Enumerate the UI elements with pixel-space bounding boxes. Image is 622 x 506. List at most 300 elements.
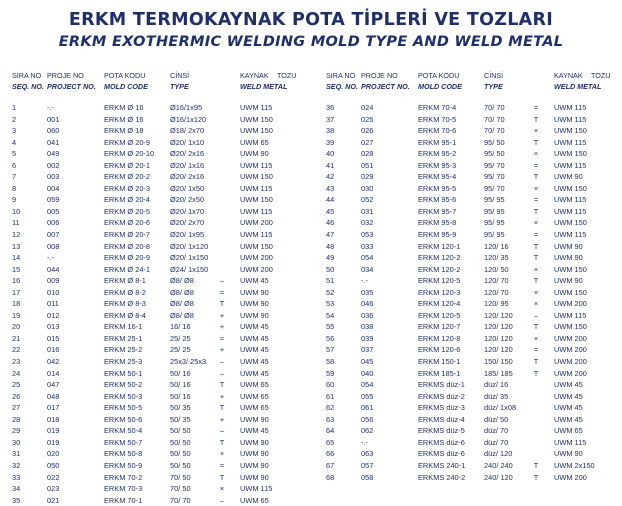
- seq-no-cell: 4: [12, 137, 17, 147]
- connection-symbol-cell: ×: [533, 218, 539, 228]
- type-cell: 240/ 120: [484, 472, 513, 482]
- weld-metal-cell: UWM 90: [240, 414, 269, 424]
- table-row: [326, 460, 622, 472]
- seq-no-cell: 34: [12, 484, 21, 494]
- seq-no-cell: 23: [12, 357, 21, 367]
- connection-symbol-cell: ×: [533, 287, 539, 297]
- project-no-cell: 022: [47, 472, 60, 482]
- seq-no-cell: 57: [326, 345, 335, 355]
- weld-metal-cell: UWM 45: [554, 380, 583, 390]
- type-cell: 70/ 70: [484, 103, 505, 112]
- seq-no-cell: 2: [12, 114, 17, 124]
- table-row: [326, 379, 622, 391]
- type-cell: 95/ 70: [484, 160, 505, 170]
- mold-code-cell: ERKM 150-1: [418, 357, 461, 367]
- connection-symbol-cell: =: [533, 160, 539, 170]
- weld-metal-cell: UWM 115: [554, 206, 587, 216]
- table-header: [12, 70, 312, 102]
- project-no-cell: 008: [47, 241, 60, 251]
- weld-metal-cell: UWM 150: [554, 149, 587, 159]
- mold-code-cell: ERKM 50-9: [104, 460, 143, 470]
- table-row: [326, 368, 622, 380]
- mold-code-cell: ERKM 120-5: [418, 310, 461, 320]
- mold-code-cell: ERKM Ø 20-4: [104, 195, 151, 205]
- mold-code-cell: ERKMS düz-1: [418, 380, 465, 390]
- mold-code-cell: ERKM 95-3: [418, 160, 457, 170]
- connection-symbol-cell: ×: [219, 449, 225, 459]
- project-no-cell: 018: [47, 414, 60, 424]
- mold-code-cell: ERKM Ø 20-2: [104, 172, 151, 182]
- type-cell: düz/ 35: [484, 391, 509, 401]
- project-no-cell: -.-: [47, 253, 54, 263]
- type-cell: 25x3/ 25x3: [170, 357, 207, 367]
- weld-metal-cell: UWM 45: [240, 345, 269, 355]
- connection-symbol-cell: T: [533, 172, 539, 182]
- mold-code-cell: ERKM 185-1: [418, 368, 461, 378]
- type-cell: 240/ 240: [484, 460, 513, 470]
- type-cell: Ø20/ 2x50: [170, 195, 205, 205]
- project-no-cell: 045: [361, 357, 374, 367]
- type-cell: Ø20/ 1x150: [170, 253, 209, 263]
- seq-no-cell: 55: [326, 322, 335, 332]
- mold-code-cell: ERKM 120-3: [418, 287, 461, 297]
- mold-code-cell: ERKM 70-3: [104, 484, 143, 494]
- connection-symbol-cell: ×: [533, 333, 539, 343]
- project-no-cell: 056: [361, 414, 374, 424]
- weld-metal-cell: UWM 90: [240, 472, 269, 482]
- table-row: [12, 356, 312, 368]
- mold-code-cell: ERKM 95-8: [418, 218, 457, 228]
- weld-metal-cell: UWM 200: [240, 264, 273, 274]
- project-no-cell: 051: [361, 160, 374, 170]
- seq-no-cell: 35: [12, 495, 21, 505]
- type-cell: 70/ 70: [170, 495, 191, 505]
- project-no-cell: 023: [47, 484, 60, 494]
- table-row: [12, 252, 312, 264]
- weld-metal-cell: UWM 45: [554, 403, 583, 413]
- connection-symbol-cell: =: [219, 333, 225, 343]
- seq-no-cell: 42: [326, 172, 335, 182]
- weld-metal-cell: UWM 115: [554, 103, 587, 112]
- type-cell: Ø20/ 2x16: [170, 149, 205, 159]
- seq-no-cell: 62: [326, 403, 335, 413]
- project-no-cell: 007: [47, 230, 60, 240]
- project-no-cell: 030: [361, 183, 374, 193]
- table-row: [326, 194, 622, 206]
- table-row: [326, 448, 622, 460]
- project-no-cell: 035: [361, 287, 374, 297]
- table-row: [326, 160, 622, 172]
- table-row: [12, 448, 312, 460]
- mold-code-cell: ERKMS düz-3: [418, 403, 465, 413]
- project-no-cell: 058: [361, 472, 374, 482]
- table-row: [326, 414, 622, 426]
- table-row: [326, 183, 622, 195]
- connection-symbol-cell: +: [219, 345, 225, 355]
- type-cell: 120/ 95: [484, 299, 509, 309]
- project-no-cell: 020: [47, 449, 60, 459]
- table-row: [326, 275, 622, 287]
- weld-metal-cell: UWM 2x150: [554, 460, 595, 470]
- table-row: [326, 125, 622, 137]
- type-cell: 25/ 25: [170, 333, 191, 343]
- connection-symbol-cell: +: [219, 414, 225, 424]
- mold-code-cell: ERKM 50-6: [104, 414, 143, 424]
- mold-code-cell: ERKM Ø 20-9: [104, 253, 151, 263]
- table-row: [326, 102, 622, 114]
- table-row: [12, 472, 312, 484]
- project-no-cell: 029: [361, 172, 374, 182]
- type-cell: 50/ 16: [170, 391, 191, 401]
- table-row: [326, 217, 622, 229]
- seq-no-cell: 21: [12, 333, 21, 343]
- weld-metal-cell: UWM 150: [240, 195, 273, 205]
- connection-symbol-cell: –: [219, 276, 225, 286]
- type-cell: 25/ 25: [170, 345, 191, 355]
- seq-no-cell: 67: [326, 460, 335, 470]
- mold-code-cell: ERKM Ø 20-5: [104, 206, 151, 216]
- connection-symbol-cell: +: [219, 310, 225, 320]
- table-row: [12, 241, 312, 253]
- weld-metal-cell: UWM 150: [554, 287, 587, 297]
- header-kaynak: KAYNAK: [240, 71, 269, 80]
- type-cell: 120/ 120: [484, 310, 513, 320]
- mold-code-cell: ERKM 50-5: [104, 403, 143, 413]
- type-cell: düz/ 70: [484, 426, 509, 436]
- table-row: [12, 414, 312, 426]
- type-cell: 95/ 50: [484, 149, 505, 159]
- type-cell: 120/ 120: [484, 333, 513, 343]
- project-no-cell: 034: [361, 264, 374, 274]
- type-cell: düz/ 50: [484, 414, 509, 424]
- project-no-cell: 010: [47, 287, 60, 297]
- mold-code-cell: ERKM Ø 8-1: [104, 276, 146, 286]
- table-row: [12, 321, 312, 333]
- connection-symbol-cell: T: [219, 403, 225, 413]
- type-cell: Ø20/ 1x16: [170, 160, 205, 170]
- seq-no-cell: 37: [326, 114, 335, 124]
- connection-symbol-cell: ×: [533, 264, 539, 274]
- weld-metal-cell: UWM 200: [554, 345, 587, 355]
- type-cell: Ø8/ Ø8: [170, 287, 194, 297]
- seq-no-cell: 43: [326, 183, 335, 193]
- weld-metal-cell: UWM 150: [240, 114, 273, 124]
- connection-symbol-cell: =: [533, 230, 539, 240]
- mold-code-cell: ERKM Ø 24-1: [104, 264, 151, 274]
- weld-metal-cell: UWM 90: [240, 460, 269, 470]
- mold-code-cell: ERKM 70-1: [104, 495, 143, 505]
- weld-metal-cell: UWM 150: [240, 172, 273, 182]
- table-row: [12, 264, 312, 276]
- weld-metal-cell: UWM 45: [240, 322, 269, 332]
- table-row: [12, 206, 312, 218]
- mold-code-cell: ERKM Ø 20-7: [104, 230, 151, 240]
- connection-symbol-cell: ×: [533, 299, 539, 309]
- project-no-cell: 048: [47, 391, 60, 401]
- seq-no-cell: 14: [12, 253, 21, 263]
- header-weld-metal: WELD METAL: [240, 82, 288, 91]
- project-no-cell: 054: [361, 380, 374, 390]
- project-no-cell: 013: [47, 322, 60, 332]
- type-cell: 50/ 35: [170, 414, 191, 424]
- mold-code-cell: ERKM Ø 20-10: [104, 149, 155, 159]
- seq-no-cell: 61: [326, 391, 335, 401]
- project-no-cell: 036: [361, 310, 374, 320]
- table-row: [12, 102, 312, 114]
- seq-no-cell: 3: [12, 126, 17, 136]
- mold-code-cell: ERKM 95-7: [418, 206, 457, 216]
- weld-metal-cell: UWM 90: [554, 253, 583, 263]
- connection-symbol-cell: =: [219, 460, 225, 470]
- weld-metal-cell: UWM 150: [554, 183, 587, 193]
- table-row: [12, 483, 312, 495]
- type-cell: 120/ 70: [484, 287, 509, 297]
- seq-no-cell: 26: [12, 391, 21, 401]
- seq-no-cell: 45: [326, 206, 335, 216]
- table-row: [12, 114, 312, 126]
- connection-symbol-cell: =: [219, 287, 225, 297]
- mold-code-cell: ERKM 50-1: [104, 368, 143, 378]
- mold-code-cell: ERKMS düz-2: [418, 391, 465, 401]
- project-no-cell: 011: [47, 299, 59, 309]
- project-no-cell: 021: [47, 495, 60, 505]
- table-row: [326, 391, 622, 403]
- table-right: [326, 70, 622, 483]
- type-cell: Ø20/ 1x70: [170, 206, 205, 216]
- weld-metal-cell: UWM 90: [554, 241, 583, 251]
- connection-symbol-cell: –: [533, 310, 539, 320]
- seq-no-cell: 38: [326, 126, 335, 136]
- header-weld-metal: WELD METAL: [554, 82, 602, 91]
- project-no-cell: 019: [47, 426, 60, 436]
- seq-no-cell: 66: [326, 449, 335, 459]
- header-pota-kodu: POTA KODU: [104, 71, 146, 80]
- type-cell: 70/ 70: [484, 114, 505, 124]
- type-cell: Ø20/ 2x70: [170, 218, 205, 228]
- weld-metal-cell: UWM 90: [554, 172, 583, 182]
- connection-symbol-cell: T: [533, 241, 539, 251]
- weld-metal-cell: UWM 90: [240, 449, 269, 459]
- project-no-cell: 042: [47, 357, 60, 367]
- weld-metal-cell: UWM 90: [240, 437, 269, 447]
- seq-no-cell: 18: [12, 299, 21, 309]
- mold-code-cell: ERKMS düz-6: [418, 449, 465, 459]
- project-no-cell: 025: [361, 114, 374, 124]
- seq-no-cell: 17: [12, 287, 21, 297]
- type-cell: 70/ 50: [170, 472, 191, 482]
- type-cell: Ø8/ Ø8: [170, 276, 194, 286]
- weld-metal-cell: UWM 150: [240, 241, 273, 251]
- table-row: [326, 229, 622, 241]
- weld-metal-cell: UWM 90: [240, 310, 269, 320]
- table-left: [12, 70, 312, 506]
- header-project-no: PROJECT NO.: [47, 82, 96, 91]
- table-row: [12, 183, 312, 195]
- mold-code-cell: ERKM 95-2: [418, 149, 457, 159]
- connection-symbol-cell: =: [533, 345, 539, 355]
- header-mold-code: MOLD CODE: [104, 82, 148, 91]
- weld-metal-cell: UWM 150: [240, 126, 273, 136]
- weld-metal-cell: UWM 45: [240, 357, 269, 367]
- type-cell: 70/ 50: [170, 484, 191, 494]
- mold-code-cell: ERKM 95-5: [418, 183, 457, 193]
- type-cell: 95/ 95: [484, 195, 505, 205]
- weld-metal-cell: UWM 115: [554, 160, 587, 170]
- type-cell: 120/ 50: [484, 264, 509, 274]
- weld-metal-cell: UWM 115: [554, 310, 587, 320]
- table-row: [12, 229, 312, 241]
- mold-code-cell: ERKM Ø 16: [104, 103, 144, 112]
- table-row: [326, 425, 622, 437]
- seq-no-cell: 49: [326, 253, 335, 263]
- table-row: [326, 402, 622, 414]
- project-no-cell: 047: [47, 380, 60, 390]
- type-cell: Ø18/ 2x70: [170, 126, 205, 136]
- connection-symbol-cell: T: [219, 472, 225, 482]
- weld-metal-cell: UWM 45: [554, 391, 583, 401]
- seq-no-cell: 39: [326, 137, 335, 147]
- project-no-cell: 009: [47, 276, 60, 286]
- type-cell: 120/ 120: [484, 345, 513, 355]
- seq-no-cell: 56: [326, 333, 335, 343]
- project-no-cell: 041: [47, 137, 60, 147]
- seq-no-cell: 25: [12, 380, 21, 390]
- type-cell: 95/ 95: [484, 230, 505, 240]
- seq-no-cell: 12: [12, 230, 21, 240]
- mold-code-cell: ERKM 70-5: [418, 114, 457, 124]
- connection-symbol-cell: T: [533, 253, 539, 263]
- weld-metal-cell: UWM 45: [240, 333, 269, 343]
- mold-code-cell: ERKM Ø 8-3: [104, 299, 146, 309]
- connection-symbol-cell: T: [219, 299, 225, 309]
- type-cell: 95/ 95: [484, 206, 505, 216]
- connection-symbol-cell: T: [533, 460, 539, 470]
- mold-code-cell: ERKM 120-2: [418, 253, 461, 263]
- type-cell: Ø8/ Ø8: [170, 310, 194, 320]
- seq-no-cell: 59: [326, 368, 335, 378]
- project-no-cell: 062: [361, 426, 374, 436]
- connection-symbol-cell: T: [533, 472, 539, 482]
- weld-metal-cell: UWM 65: [240, 380, 269, 390]
- seq-no-cell: 15: [12, 264, 21, 274]
- connection-symbol-cell: T: [533, 357, 539, 367]
- table-row: [12, 391, 312, 403]
- table-row: [12, 217, 312, 229]
- type-cell: düz/ 16: [484, 380, 509, 390]
- table-row: [326, 356, 622, 368]
- type-cell: 120/ 120: [484, 322, 513, 332]
- mold-code-cell: ERKM 120-7: [418, 322, 461, 332]
- mold-code-cell: ERKMS düz-6: [418, 437, 465, 447]
- mold-code-cell: ERKM Ø 20-9: [104, 137, 151, 147]
- mold-code-cell: ERKMS 240-1: [418, 460, 466, 470]
- project-no-cell: 054: [361, 253, 374, 263]
- mold-code-cell: ERKM 70-6: [418, 126, 457, 136]
- header-sira-no: SIRA NO: [326, 71, 356, 80]
- seq-no-cell: 47: [326, 230, 335, 240]
- project-no-cell: 050: [47, 460, 60, 470]
- table-row: [326, 241, 622, 253]
- weld-metal-cell: UWM 90: [240, 287, 269, 297]
- mold-code-cell: ERKM Ø 8-4: [104, 310, 146, 320]
- project-no-cell: 060: [47, 126, 60, 136]
- mold-code-cell: ERKM 120-6: [418, 345, 461, 355]
- mold-code-cell: ERKM 120-1: [418, 241, 461, 251]
- header-mold-code: MOLD CODE: [418, 82, 462, 91]
- project-no-cell: 001: [47, 114, 60, 124]
- project-no-cell: 027: [361, 137, 374, 147]
- header-seq-no: SEQ. NO.: [12, 82, 44, 91]
- project-no-cell: 015: [47, 333, 60, 343]
- mold-code-cell: ERKM 120-4: [418, 299, 461, 309]
- weld-metal-cell: UWM 90: [240, 149, 269, 159]
- table-row: [12, 344, 312, 356]
- project-no-cell: -.-: [361, 276, 368, 286]
- seq-no-cell: 65: [326, 437, 335, 447]
- table-row: [12, 275, 312, 287]
- weld-metal-cell: UWM 200: [240, 253, 273, 263]
- table-row: [326, 321, 622, 333]
- table-row: [12, 379, 312, 391]
- mold-code-cell: ERKMS 240-2: [418, 472, 466, 482]
- table-row: [326, 472, 622, 484]
- type-cell: 95/ 70: [484, 172, 505, 182]
- weld-metal-cell: UWM 65: [240, 495, 269, 505]
- seq-no-cell: 28: [12, 414, 21, 424]
- table-row: [12, 148, 312, 160]
- table-row: [12, 495, 312, 506]
- table-row: [12, 287, 312, 299]
- table-row: [12, 160, 312, 172]
- table-row: [326, 252, 622, 264]
- table-row: [326, 171, 622, 183]
- type-cell: Ø20/ 2x16: [170, 172, 205, 182]
- connection-symbol-cell: T: [533, 206, 539, 216]
- page-subtitle: ERKM EXOTHERMIC WELDING MOLD TYPE AND WELD METAL: [58, 34, 564, 50]
- project-no-cell: 006: [47, 218, 60, 228]
- weld-metal-cell: UWM 115: [240, 206, 273, 216]
- mold-code-cell: ERKM 25-3: [104, 357, 143, 367]
- table-row: [326, 287, 622, 299]
- type-cell: 120/ 35: [484, 253, 509, 263]
- project-no-cell: 038: [361, 322, 374, 332]
- weld-metal-cell: UWM 200: [240, 218, 273, 228]
- type-cell: Ø24/ 1x150: [170, 264, 209, 274]
- type-cell: 150/ 150: [484, 357, 513, 367]
- project-no-cell: 039: [361, 333, 374, 343]
- project-no-cell: 033: [361, 241, 374, 251]
- type-cell: 120/ 70: [484, 276, 509, 286]
- connection-symbol-cell: –: [219, 357, 225, 367]
- header-cinsi: CİNSİ: [170, 71, 190, 80]
- project-no-cell: 046: [361, 299, 374, 309]
- type-cell: 50/ 16: [170, 380, 191, 390]
- table-row: [12, 125, 312, 137]
- type-cell: 120/ 16: [484, 241, 509, 251]
- header-project-no: PROJECT NO.: [361, 82, 410, 91]
- table-row: [326, 437, 622, 449]
- project-no-cell: 057: [361, 460, 374, 470]
- connection-symbol-cell: +: [219, 391, 225, 401]
- mold-code-cell: ERKMS düz-4: [418, 414, 465, 424]
- type-cell: Ø20/ 1x10: [170, 137, 205, 147]
- header-kaynak: KAYNAK: [554, 71, 583, 80]
- type-cell: düz/ 70: [484, 437, 509, 447]
- project-no-cell: 055: [361, 391, 374, 401]
- connection-symbol-cell: T: [533, 276, 539, 286]
- table-row: [326, 344, 622, 356]
- mold-code-cell: ERKMS düz-5: [418, 426, 465, 436]
